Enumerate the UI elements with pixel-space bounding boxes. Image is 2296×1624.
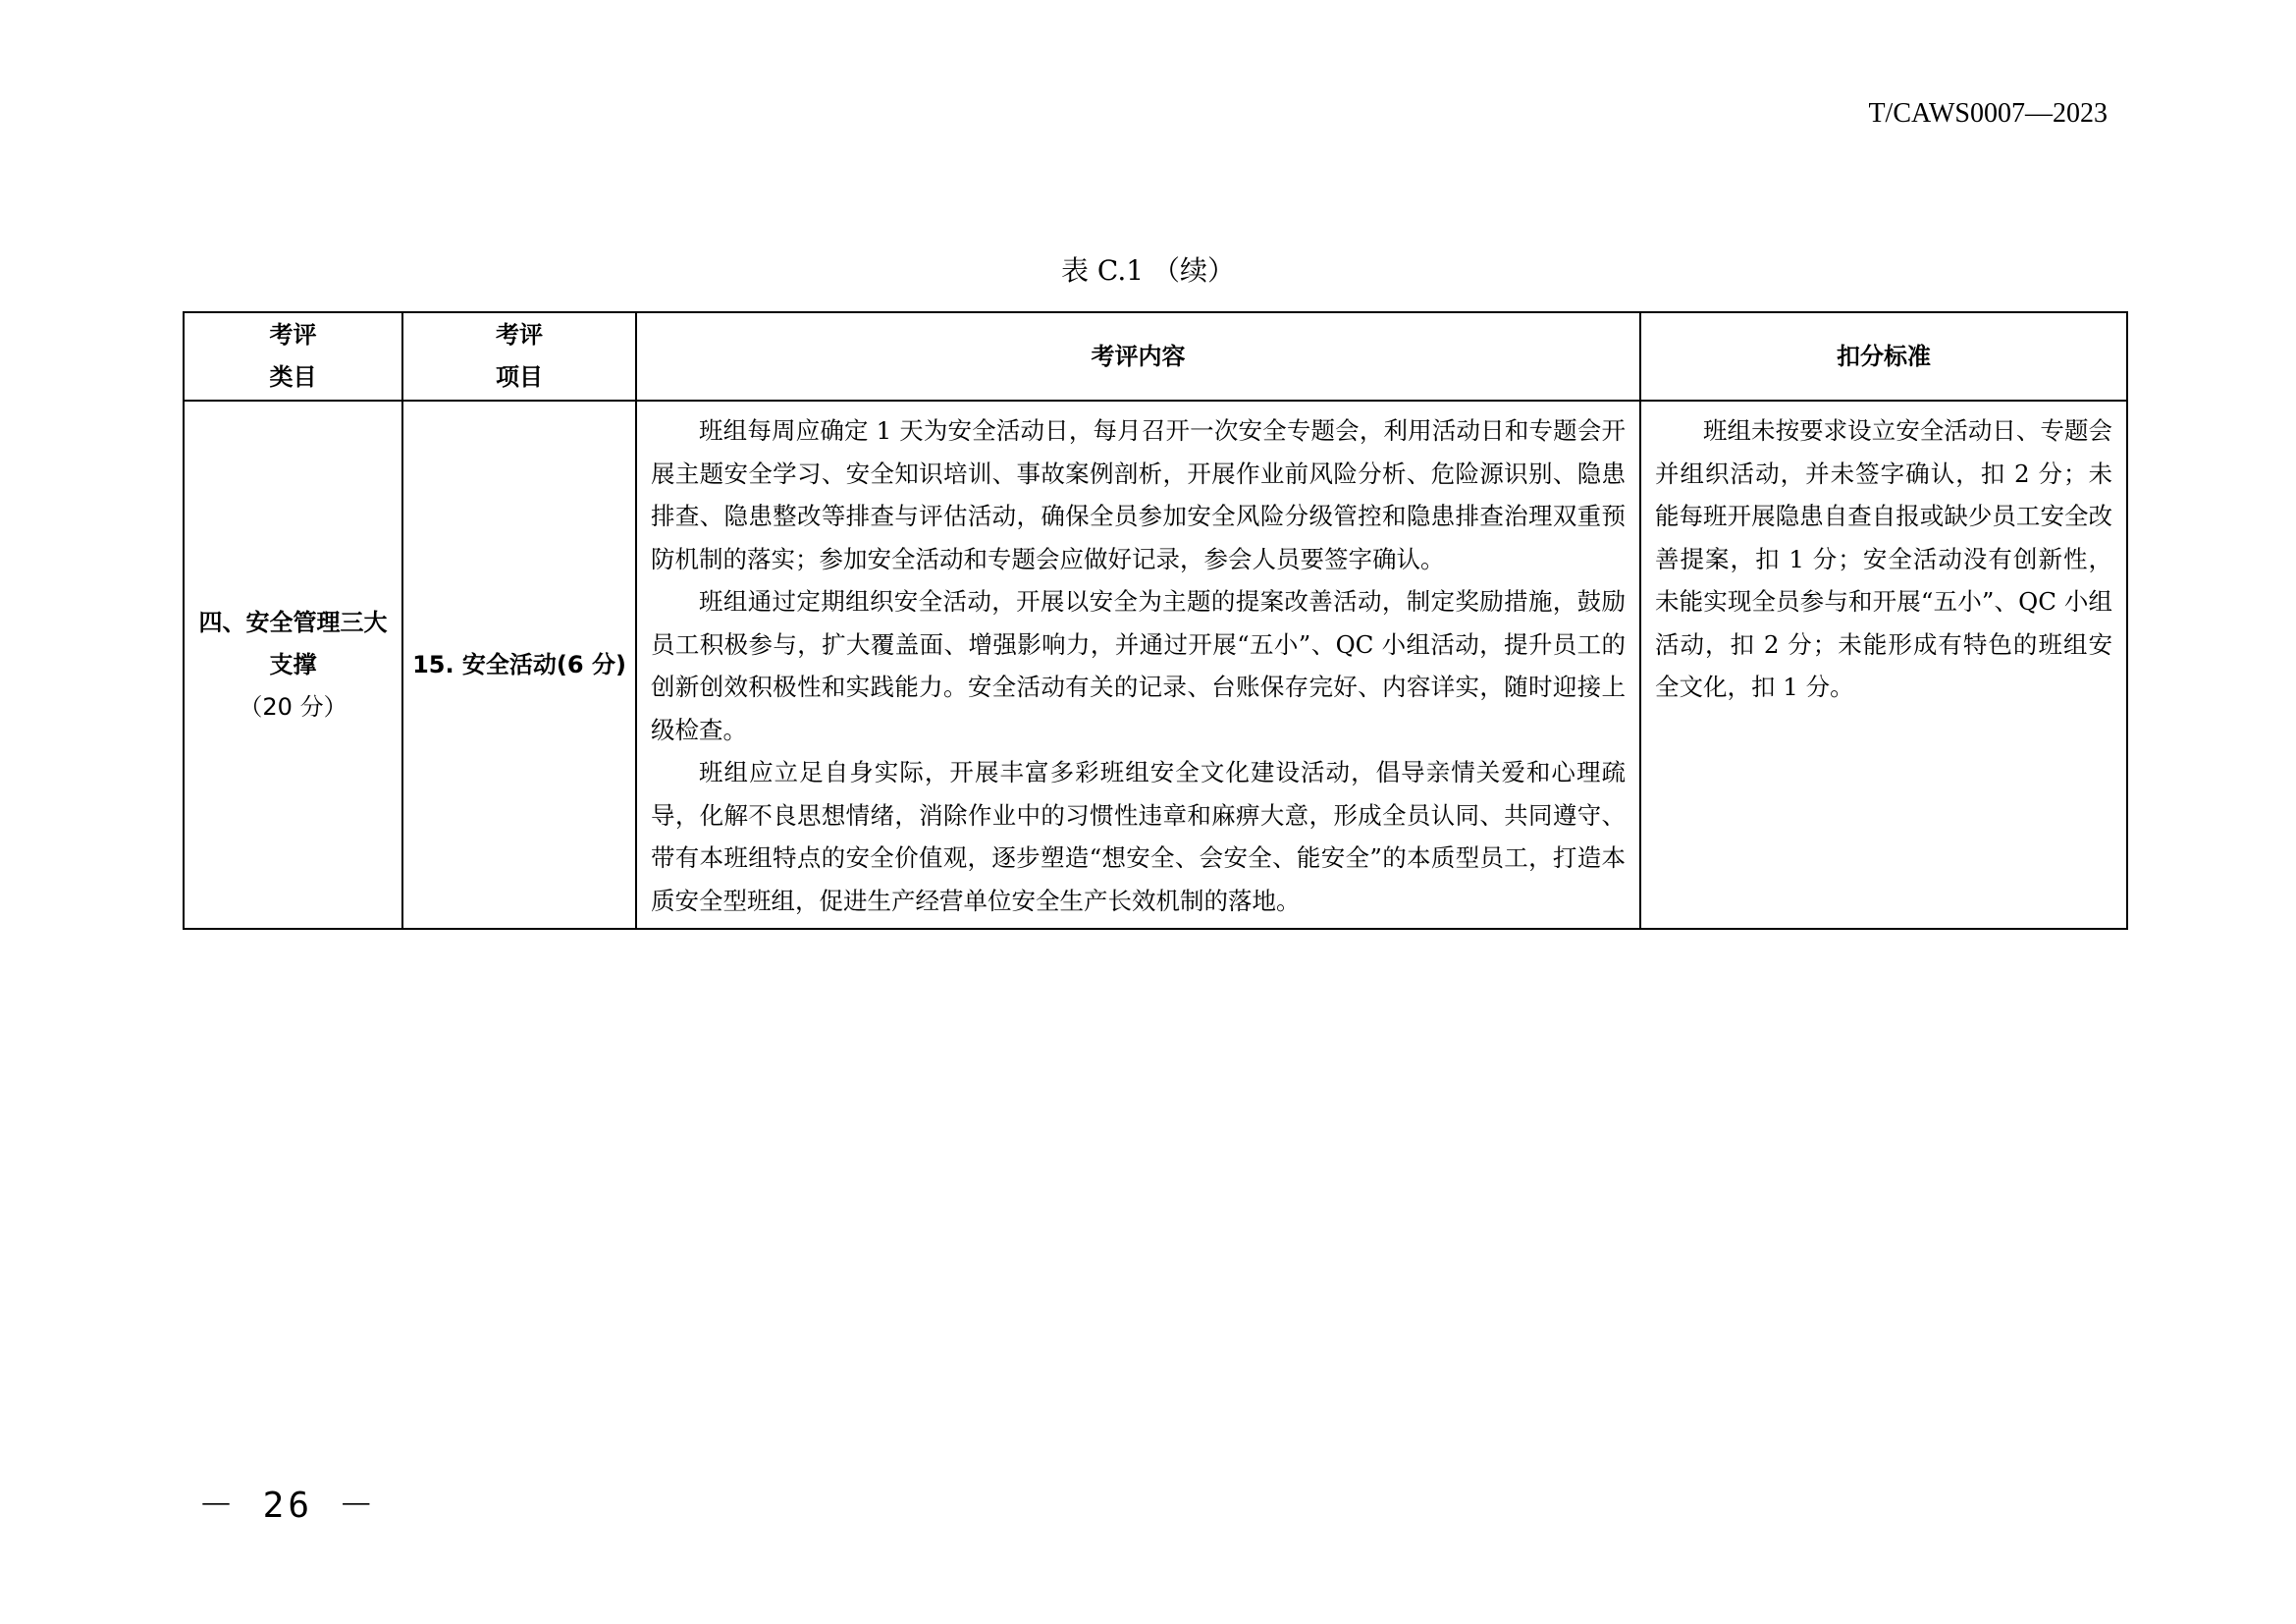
header-category-line1: 考评 [269,321,317,349]
header-content: 考评内容 [636,312,1640,401]
content-paragraph: 班组通过定期组织安全活动，开展以安全为主题的提案改善活动，制定奖励措施，鼓励员工积极参与，扩大覆盖面、增强影响力，并通过开展“五小”、QC 小组活动，提升员工的创新创效积极性和实践能力。安全活动有关的记录、台账保存完好、内容详实，随时迎接上级检查。 [651,587,1626,744]
table-caption: 表 C.1 （续） [1061,254,1235,287]
category-name-line2: 支撑 [269,650,317,678]
evaluation-table-container [183,311,2126,930]
item-cell: 15. 安全活动(6 分) [402,401,636,929]
category-cell [184,401,402,929]
content-paragraph: 班组应立足自身实际，开展丰富多彩班组安全文化建设活动，倡导亲情关爱和心理疏导，化解不良思想情绪，消除作业中的习惯性违章和麻痹大意，形成全员认同、共同遵守、带有本班组特点的安全价值观，逐步塑造“想安全、会安全、能安全”的本质型员工，打造本质安全型班组，促进生产经营单位安全生产长效机制的落地。 [651,758,1626,915]
category-score: （20 分） [239,692,347,721]
deduction-text: 班组未按要求设立安全活动日、专题会并组织活动，并未签字确认，扣 2 分；未能每班开展隐患自查自报或缺少员工安全改善提案，扣 1 分；安全活动没有创新性，未能实现全员参与和开展“五小”、QC 小组活动，扣 2 分；未能形成有特色的班组安全文化，扣 1 分。 [1655,416,2112,701]
header-item-line1: 考评 [496,321,543,349]
category-name-line1: 四、安全管理三大 [198,608,388,636]
table-row [184,401,2127,929]
header-deduction: 扣分标准 [1640,312,2127,401]
table-header-row [184,312,2127,401]
page-number: － 26 － [198,1486,378,1526]
header-category-line2: 类目 [269,363,317,391]
header-item-line2: 项目 [496,363,543,391]
content-cell [636,401,1640,929]
header-category [184,312,402,401]
standard-code: T/CAWS0007—2023 [1868,98,2108,129]
content-paragraph: 班组每周应确定 1 天为安全活动日，每月召开一次安全专题会，利用活动日和专题会开展主题安全学习、安全知识培训、事故案例剖析，开展作业前风险分析、危险源识别、隐患排查、隐患整改等排查与评估活动，确保全员参加安全风险分级管控和隐患排查治理双重预防机制的落实；参加安全活动和专题会应做好记录，参会人员要签字确认。 [651,416,1626,573]
deduction-cell [1640,401,2127,929]
evaluation-table [183,311,2128,930]
header-item [402,312,636,401]
